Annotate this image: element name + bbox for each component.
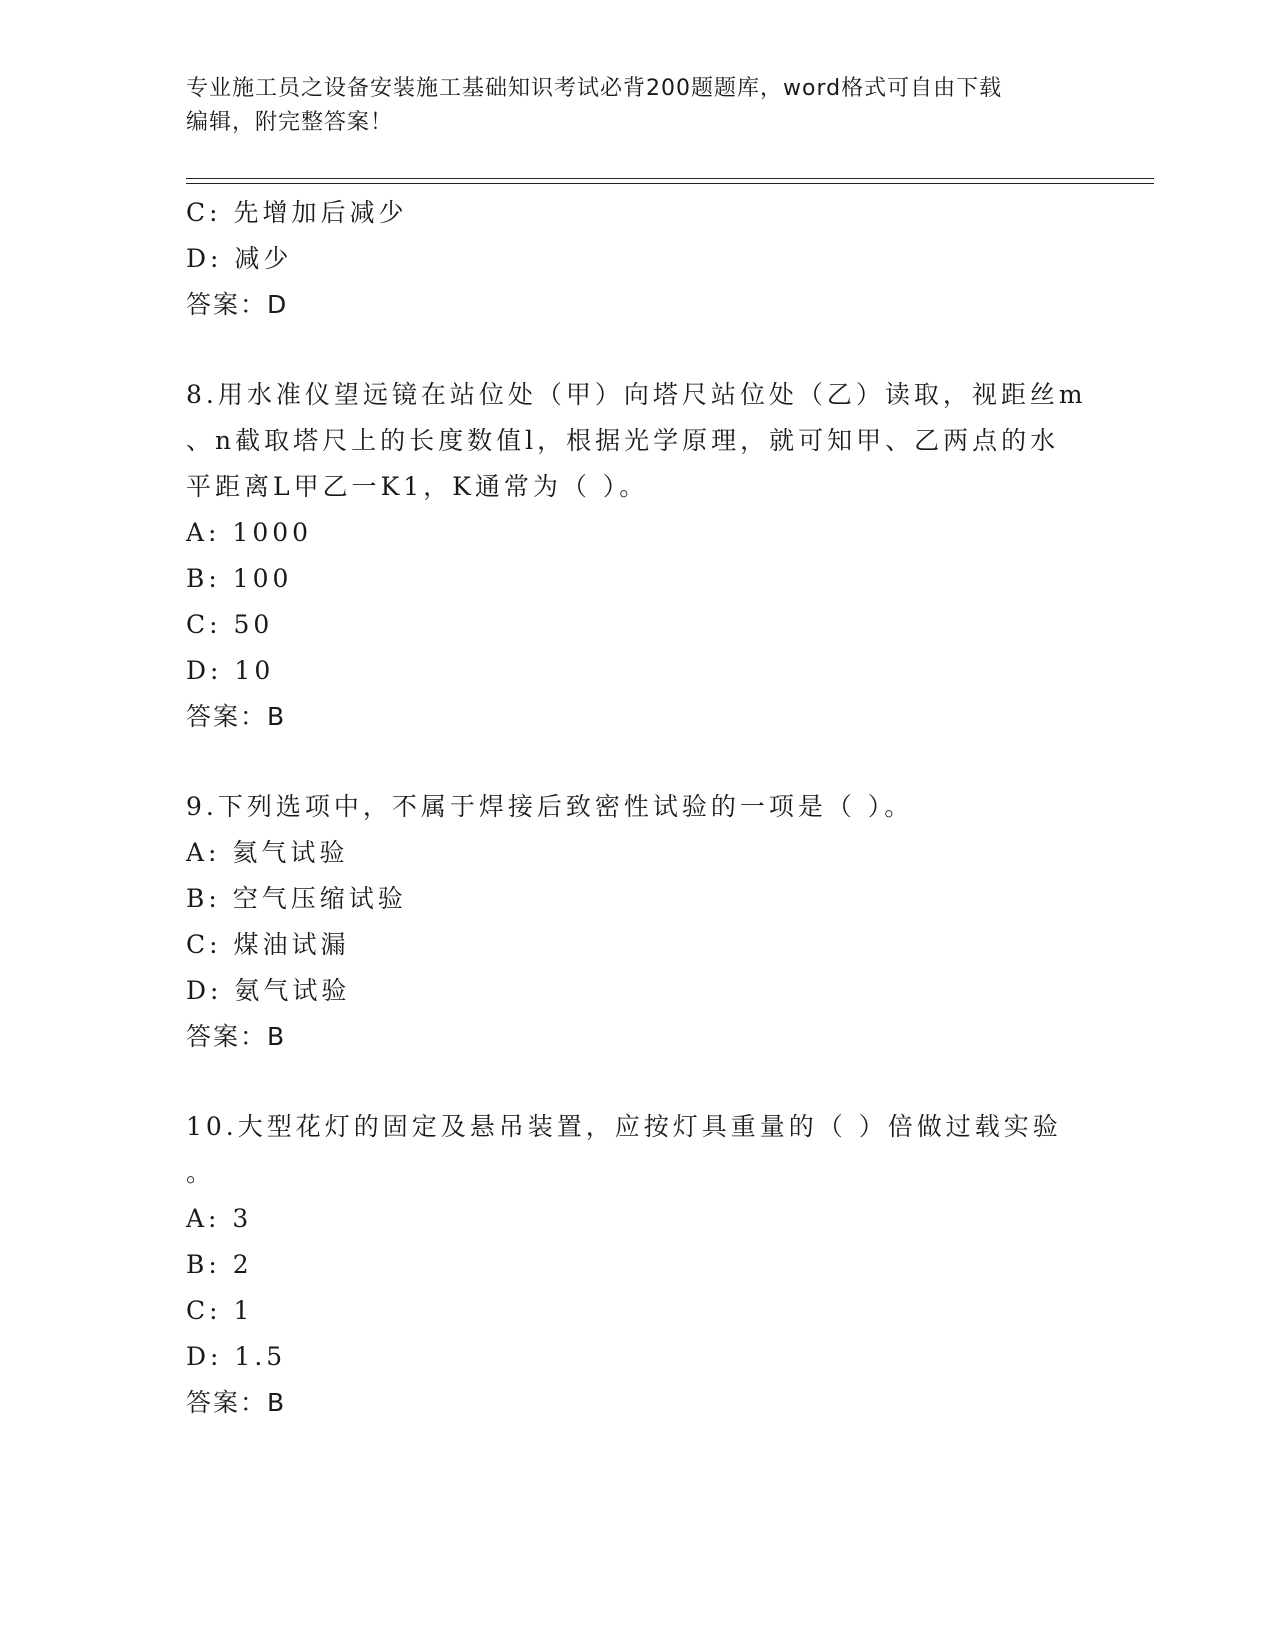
question-stem-line: 10.大型花灯的固定及悬吊装置，应按灯具重量的（ ）倍做过载实验 [186,1112,1062,1141]
question-8 [186,372,1086,740]
option-d: D: 氨气试验 [186,976,351,1005]
spacer [186,1060,1086,1104]
question-stem-line: 8.用水准仪望远镜在站位处（甲）向塔尺站位处（乙）读取，视距丝m [186,380,1087,409]
option-b: B: 100 [186,564,293,593]
option-b: B: 空气压缩试验 [186,884,407,913]
option-a: A: 氦气试验 [186,838,349,867]
header-line-2: 编辑，附完整答案！ [186,110,394,135]
spacer [186,740,1086,784]
header-divider-bottom [186,183,1154,184]
question-stem-line: 平距离L甲乙一K1，K通常为（ ）。 [186,472,649,501]
question-9 [186,784,1086,1060]
question-stem-line: 、n截取塔尺上的长度数值l，根据光学原理，就可知甲、乙两点的水 [186,426,1060,455]
option-c: C: 1 [186,1296,254,1325]
option-d: D: 1.5 [186,1342,287,1371]
answer: 答案：B [186,702,287,731]
question-10 [186,1104,1086,1426]
answer: 答案：D [186,290,289,319]
document-header [186,72,1086,140]
option-d: D: 10 [186,656,275,685]
question-stem-line: 。 [186,1158,216,1187]
option-a: A: 1000 [186,518,313,547]
question-7 [186,190,1086,328]
option-c: C: 煤油试漏 [186,930,350,959]
answer: 答案：B [186,1022,287,1051]
question-stem-line: 9.下列选项中，不属于焊接后致密性试验的一项是（ ）。 [186,792,914,821]
question-list [186,190,1086,1426]
option-c: C: 50 [186,610,274,639]
option-d: D: 减少 [186,244,293,273]
option-a: A: 3 [186,1204,253,1233]
header-divider-top [186,178,1154,179]
header-line-1: 专业施工员之设备安装施工基础知识考试必背200题题库，word格式可自由下载 [186,76,1003,101]
option-c: C: 先增加后减少 [186,198,408,227]
answer: 答案：B [186,1388,287,1417]
option-b: B: 2 [186,1250,253,1279]
spacer [186,328,1086,372]
